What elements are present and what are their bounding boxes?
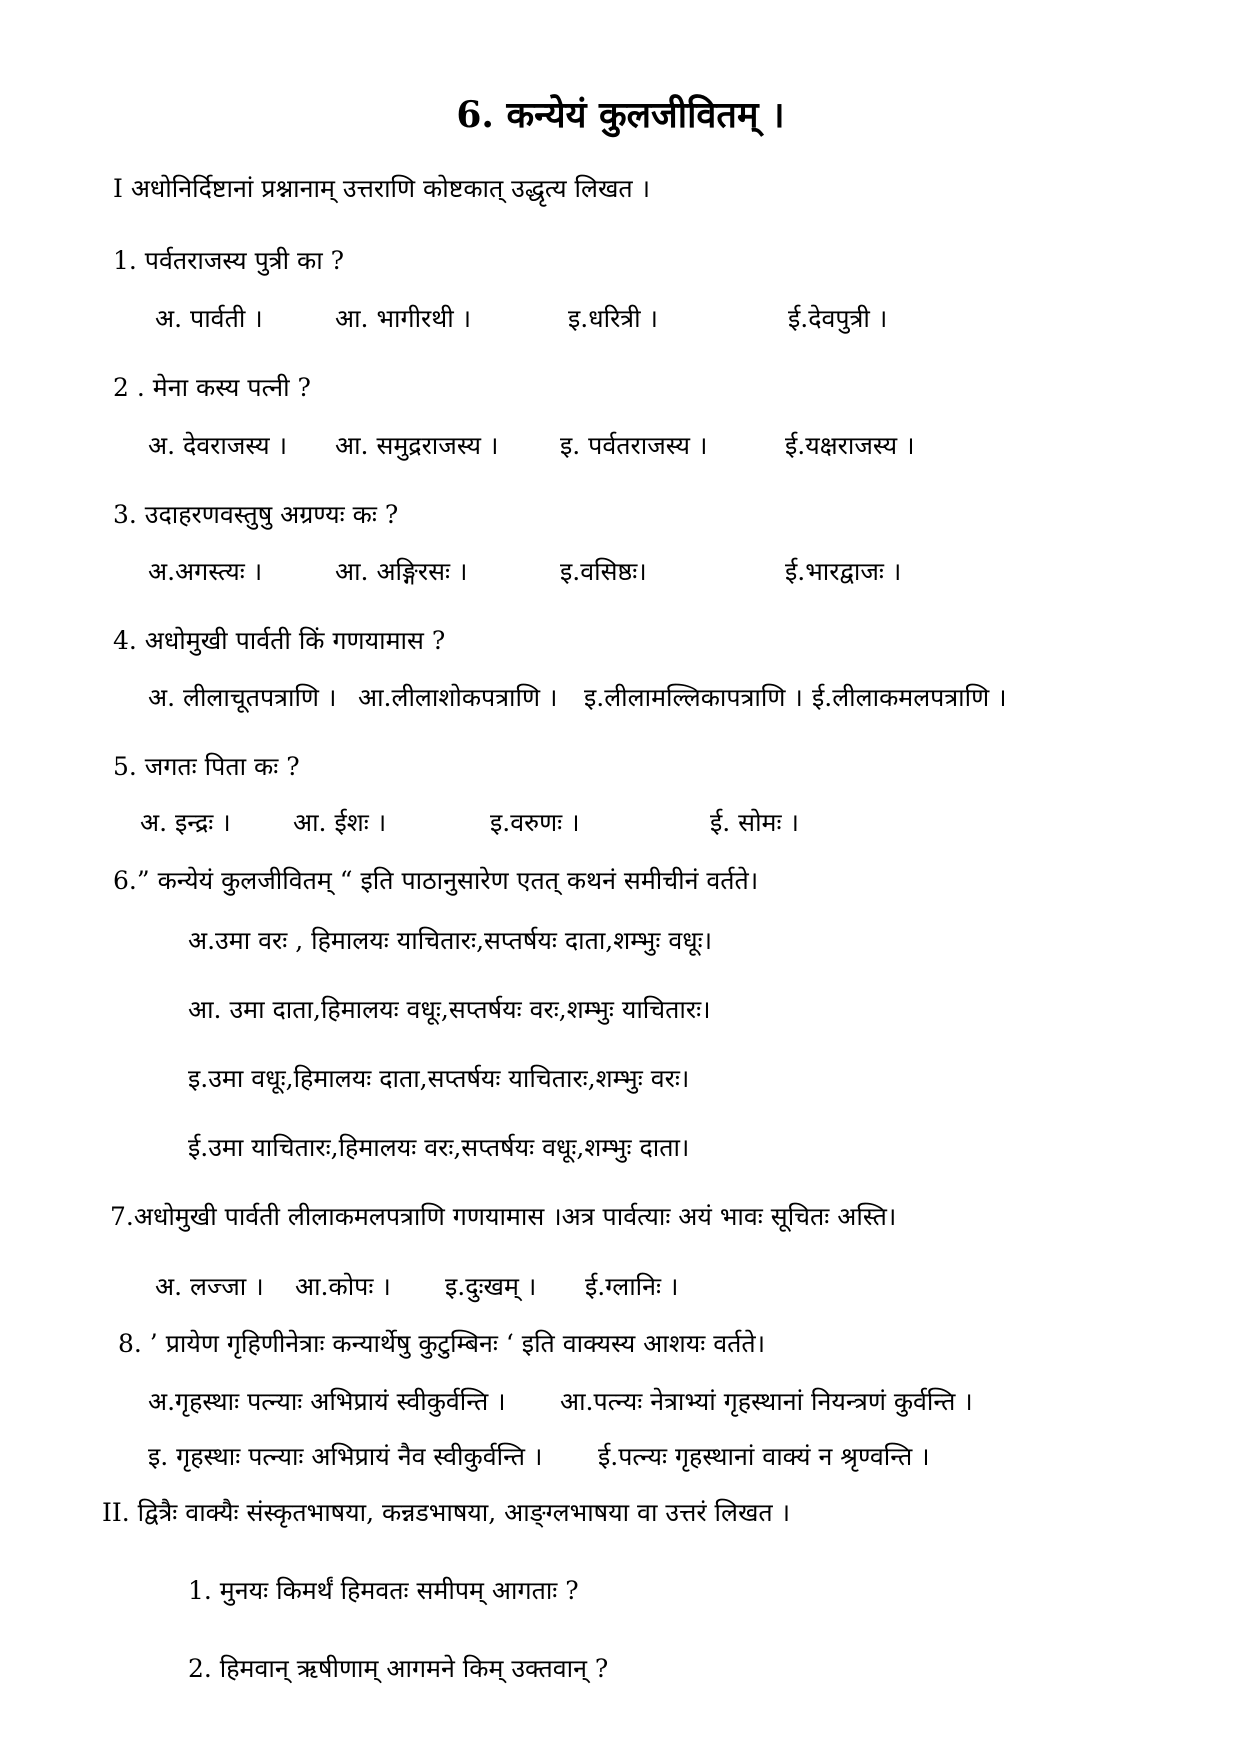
q5-option-a: अ. इन्द्रः । bbox=[140, 808, 231, 837]
q1-option-d: ई.देवपुत्री । bbox=[788, 304, 888, 333]
q2-option-d: ई.यक्षराजस्य । bbox=[785, 431, 915, 460]
q3-option-a: अ.अगस्त्यः । bbox=[148, 557, 263, 586]
question-3: 3. उदाहरणवस्तुषु अग्रण्यः कः ? bbox=[113, 500, 399, 529]
q8-option-c: इ. गृहस्थाः पत्न्याः अभिप्रायं नैव स्वीकुर्वन्ति । bbox=[148, 1442, 543, 1471]
section-2-question-2: 2. हिमवान् ऋषीणाम् आगमने किम् उक्तवान् ? bbox=[188, 1654, 609, 1683]
page-title: 6. कन्येयं कुलजीवितम् । bbox=[456, 94, 785, 136]
question-4: 4. अधोमुखी पार्वती किं गणयामास ? bbox=[113, 626, 446, 655]
q1-option-a: अ. पार्वती । bbox=[155, 304, 263, 333]
section-1-heading: I अधोनिर्दिष्टानां प्रश्नानाम् उत्तराणि कोष्टकात् उद्धृत्य लिखत । bbox=[113, 174, 651, 203]
question-6: 6.” कन्येयं कुलजीवितम् “ इति पाठानुसारेण एतत् कथनं समीचीनं वर्तते। bbox=[113, 866, 759, 895]
q7-option-a: अ. लज्जा । bbox=[155, 1272, 264, 1301]
q8-option-d: ई.पत्न्यः गृहस्थानां वाक्यं न श्रृण्वन्ति । bbox=[598, 1442, 930, 1471]
q3-option-d: ई.भारद्वाजः । bbox=[785, 557, 902, 586]
q4-option-d: ई.लीलाकमलपत्राणि । bbox=[812, 683, 1007, 712]
question-8: 8. ’ प्रायेण गृहिणीनेत्राः कन्यार्थेषु कुटुम्बिनः ‘ इति वाक्यस्य आशयः वर्तते। bbox=[118, 1329, 766, 1358]
q2-option-c: इ. पर्वतराजस्य । bbox=[560, 431, 708, 460]
q4-option-b: आ.लीलाशोकपत्राणि । bbox=[358, 683, 558, 712]
q2-option-b: आ. समुद्रराजस्य । bbox=[335, 431, 499, 460]
q5-option-c: इ.वरुणः । bbox=[490, 808, 580, 837]
question-1: 1. पर्वतराजस्य पुत्री का ? bbox=[113, 246, 345, 275]
q3-option-b: आ. अङ्गिरसः । bbox=[335, 557, 468, 586]
question-2: 2 . मेना कस्य पत्नी ? bbox=[113, 373, 311, 402]
q6-option-a: अ.उमा वरः , हिमालयः याचितारः,सप्तर्षयः दाता,शम्भुः वधूः। bbox=[188, 926, 713, 955]
q1-option-c: इ.धरित्री । bbox=[568, 304, 658, 333]
q4-option-c: इ.लीलामल्लिकापत्राणि । bbox=[584, 683, 803, 712]
q6-option-c: इ.उमा वधूः,हिमालयः दाता,सप्तर्षयः याचितारः,शम्भुः वरः। bbox=[188, 1064, 690, 1093]
q7-option-b: आ.कोपः । bbox=[295, 1272, 391, 1301]
q4-option-a: अ. लीलाचूतपत्राणि । bbox=[148, 683, 337, 712]
q7-option-c: इ.दुःखम् । bbox=[445, 1272, 537, 1301]
q3-option-c: इ.वसिष्ठः। bbox=[560, 557, 647, 586]
q6-option-b: आ. उमा दाता,हिमालयः वधूः,सप्तर्षयः वरः,शम्भुः याचितारः। bbox=[188, 995, 711, 1024]
q7-option-d: ई.ग्लानिः । bbox=[585, 1272, 679, 1301]
q5-option-d: ई. सोमः । bbox=[710, 808, 799, 837]
section-2-question-1: 1. मुनयः किमर्थं हिमवतः समीपम् आगताः ? bbox=[188, 1576, 579, 1605]
question-7: 7.अधोमुखी पार्वती लीलाकमलपत्राणि गणयामास ।अत्र पार्वत्याः अयं भावः सूचितः अस्ति। bbox=[110, 1202, 897, 1231]
q5-option-b: आ. ईशः । bbox=[293, 808, 387, 837]
q6-option-d: ई.उमा याचितारः,हिमालयः वरः,सप्तर्षयः वधूः,शम्भुः दाता। bbox=[188, 1133, 690, 1162]
q8-option-a: अ.गृहस्थाः पत्न्याः अभिप्रायं स्वीकुर्वन्ति । bbox=[148, 1387, 506, 1416]
question-5: 5. जगतः पिता कः ? bbox=[113, 752, 300, 781]
q2-option-a: अ. देवराजस्य । bbox=[148, 431, 288, 460]
section-2-heading: II. द्वित्रैः वाक्यैः संस्कृतभाषया, कन्नडभाषया, आङ्ग्लभाषया वा उत्तरं लिखत । bbox=[102, 1498, 791, 1527]
q8-option-b: आ.पत्न्यः नेत्राभ्यां गृहस्थानां नियन्त्रणं कुर्वन्ति । bbox=[560, 1387, 973, 1416]
q1-option-b: आ. भागीरथी । bbox=[335, 304, 472, 333]
